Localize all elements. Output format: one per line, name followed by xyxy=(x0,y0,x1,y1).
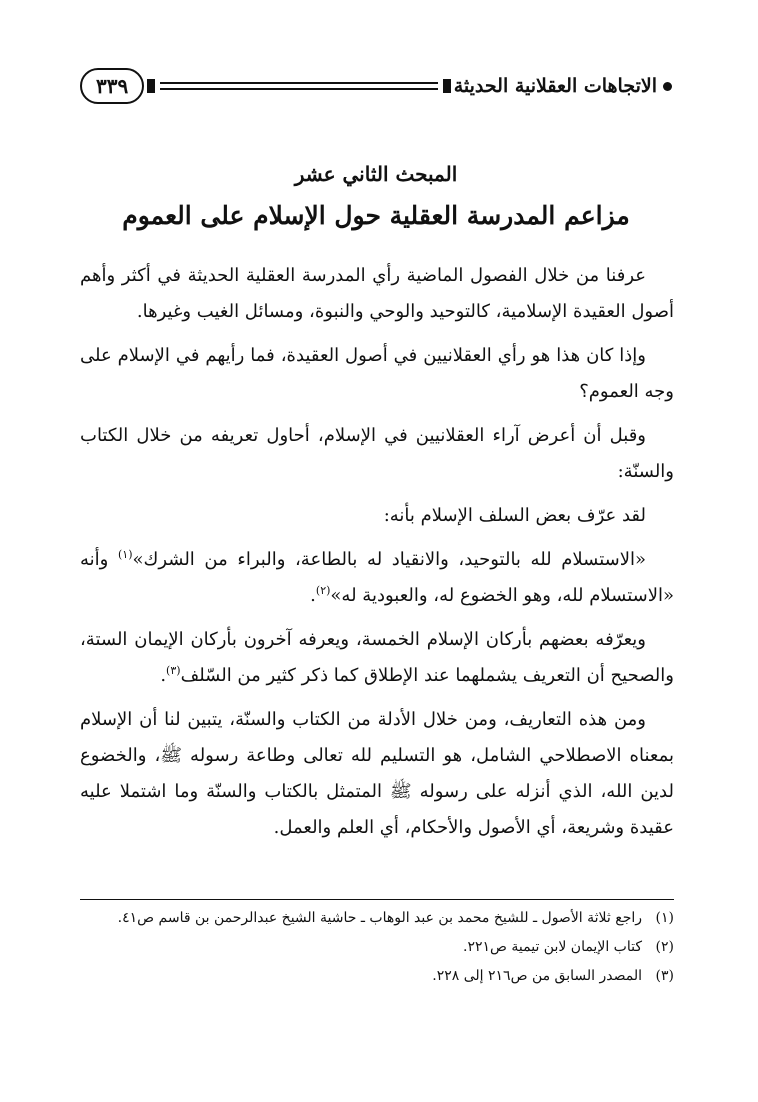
square-ornament-icon xyxy=(443,79,451,93)
paragraph-6 xyxy=(80,622,674,694)
running-title: الاتجاهات العقلانية الحديثة xyxy=(453,75,657,97)
footnotes xyxy=(80,905,674,992)
footnote-text: كتاب الإيمان لابن تيمية ص٢٢١. xyxy=(463,939,642,955)
section-title: مزاعم المدرسة العقلية حول الإسلام على العموم xyxy=(122,201,630,230)
page-number: ٣٣٩ xyxy=(80,68,144,104)
footnote-item xyxy=(80,963,674,989)
paragraph-3: وقبل أن أعرض آراء العقلانيين في الإسلام، أحاول تعريفه من خلال الكتاب والسنّة: xyxy=(80,425,674,482)
paragraph-5 xyxy=(80,542,674,614)
bullet-icon xyxy=(663,82,672,91)
footnote-text: المصدر السابق من ص٢١٦ إلى ٢٢٨. xyxy=(432,968,642,984)
footnote-ref-2[interactable]: (٢) xyxy=(315,584,331,597)
paragraph-2: وإذا كان هذا هو رأي العقلانيين في أصول العقيدة، فما رأيهم في الإسلام على وجه العموم؟ xyxy=(80,345,674,402)
section-heading xyxy=(80,152,672,236)
footnote-number: (١) xyxy=(655,910,674,926)
section-label: المبحث الثاني عشر xyxy=(294,162,458,186)
footnote-number: (٢) xyxy=(655,939,674,955)
quote-1: «الاستسلام لله بالتوحيد، والانقياد له بالطاعة، والبراء من الشرك» xyxy=(132,549,646,570)
paragraph-4: لقد عرّف بعض السلف الإسلام بأنه: xyxy=(383,505,646,526)
running-header xyxy=(80,64,672,108)
square-ornament-icon xyxy=(147,79,155,93)
footnote-item xyxy=(80,934,674,960)
footnote-separator xyxy=(80,899,674,900)
footnote-item xyxy=(80,905,674,931)
header-rule xyxy=(160,82,437,90)
footnote-text: راجع ثلاثة الأصول ـ للشيخ محمد بن عبد الوهاب ـ حاشية الشيخ عبدالرحمن بن قاسم ص٤١. xyxy=(117,910,642,926)
paragraph-7: ومن هذه التعاريف، ومن خلال الأدلة من الكتاب والسنّة، يتبين لنا أن الإسلام بمعناه الاصطلاحي الشامل، هو التسليم لله تعالى وطاعة رسوله ﷺ، والخضوع لدين الله، الذي أنزله على رسوله ﷺ المتمثل بالكتاب والسنّة وما اشتملا عليه عقيدة وشريعة، أي الأصول والأحكام، أي العلم والعمل. xyxy=(80,709,674,838)
footnote-number: (٣) xyxy=(655,968,674,984)
paragraph-1: عرفنا من خلال الفصول الماضية رأي المدرسة العقلية الحديثة في أكثر وأهم أصول العقيدة الإسلامية، كالتوحيد والوحي والنبوة، ومسائل الغيب وغيرها. xyxy=(80,265,674,322)
quote-2: وأنه «الاستسلام لله، وهو الخضوع له، والعبودية له» xyxy=(80,549,674,606)
footnote-ref-1[interactable]: (١) xyxy=(117,548,133,561)
footnote-ref-3[interactable]: (٣) xyxy=(166,664,181,677)
paragraph-6-text: ويعرّفه بعضهم بأركان الإسلام الخمسة، ويعرفه آخرون بأركان الإيمان الستة، والصحيح أن التعريف يشملهما عند الإطلاق كما ذكر كثير من السّلف xyxy=(80,629,674,686)
period: . xyxy=(310,585,316,606)
period: . xyxy=(160,665,167,686)
body-text xyxy=(80,258,674,854)
